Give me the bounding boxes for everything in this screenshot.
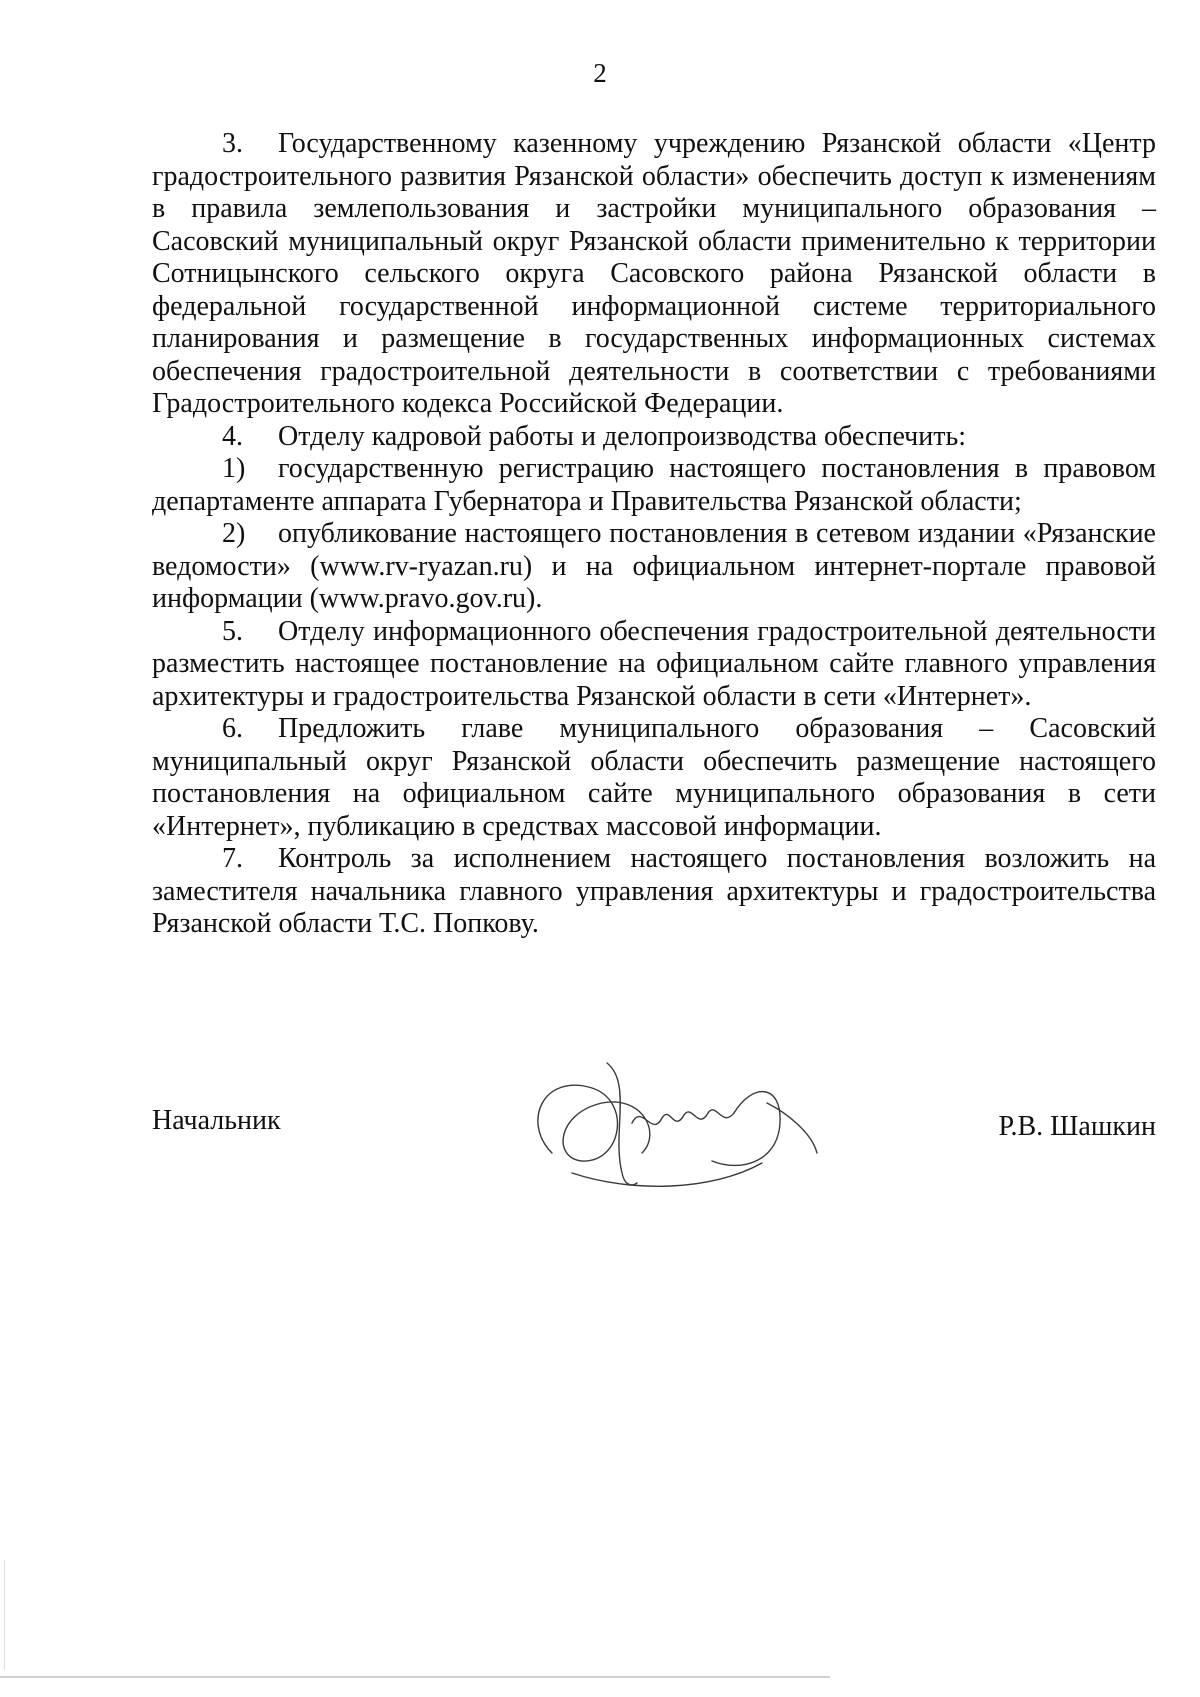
paragraph-number: 2): [222, 518, 246, 549]
paragraph-number: 7.: [222, 843, 243, 874]
paragraph-text: Отделу кадровой работы и делопроизводства обеспечить:: [278, 420, 967, 452]
document-body: [152, 128, 1156, 941]
paragraph-4: [152, 421, 1156, 454]
paragraph-5: [152, 616, 1156, 714]
paragraph-number: 3.: [222, 128, 243, 159]
signatory-name: Р.В. Шашкин: [998, 1111, 1156, 1142]
scan-artifact-edge: [4, 1560, 5, 1670]
signatory-position: Начальник: [152, 1105, 281, 1136]
paragraph-text: Отделу информационного обеспечения градостроительной деятельности разместить настоящее постановление на официальном сайте главного управления архитектуры и градостроительства Рязанской области в сети «Интернет».: [152, 615, 1156, 712]
paragraph-6: [152, 713, 1156, 843]
paragraph-number: 4.: [222, 420, 243, 452]
subparagraph-1: [152, 453, 1156, 518]
handwritten-signature: [512, 1043, 832, 1193]
page-number: 2: [593, 58, 607, 88]
paragraph-text: Государственному казенному учреждению Рязанской области «Центр градостроительного развития Рязанской области» обеспечить доступ к изменениям в правила землепользования и застройки муниципального образования – Сасовский муниципальный округ Рязанской области применительно к территории Сотницынского сельского округа Сасовского района Рязанской области в федеральной государственной информационной системе территориального планирования и размещение в государственных информационных системах обеспечения градостроительной деятельности в соответствии с требованиями Градостроительного кодекса Российской Федерации.: [152, 128, 1156, 419]
scan-artifact-line: [0, 1676, 830, 1678]
paragraph-text: Контроль за исполнением настоящего постановления возложить на заместителя начальника главного управления архитектуры и градостроительства Рязанской области Т.С. Попкову.: [152, 843, 1156, 939]
paragraph-number: 6.: [222, 713, 243, 744]
subparagraph-2: [152, 518, 1156, 616]
paragraph-text: Предложить главе муниципального образования – Сасовский муниципальный округ Рязанской области обеспечить размещение настоящего постановления на официальном сайте муниципального образования в сети «Интернет», публикацию в средствах массовой информации.: [152, 713, 1156, 842]
paragraph-number: 5.: [222, 615, 243, 647]
paragraph-text: государственную регистрацию настоящего постановления в правовом департаменте аппарата Губернатора и Правительства Рязанской области;: [152, 453, 1156, 517]
paragraph-text: опубликование настоящего постановления в сетевом издании «Рязанские ведомости» (www.rv-ryazan.ru) и на официальном интернет-портале правовой информации (www.pravo.gov.ru).: [152, 518, 1156, 614]
paragraph-3: [152, 128, 1156, 421]
paragraph-7: [152, 843, 1156, 941]
signature-block: [152, 1095, 1156, 1185]
paragraph-number: 1): [222, 453, 246, 484]
